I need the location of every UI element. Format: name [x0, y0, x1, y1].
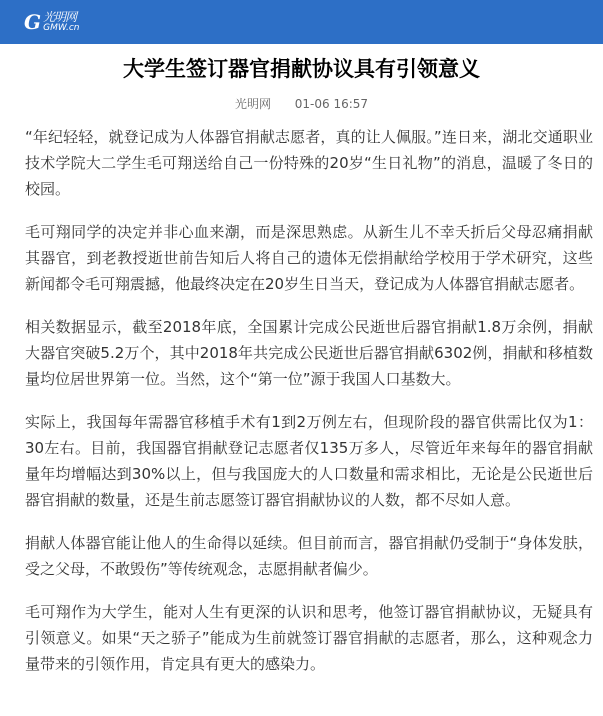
article-time: 01-06 16:57 [294, 97, 369, 111]
article-paragraph: 毛可翔同学的决定并非心血来潮，而是深思熟虑。从新生儿不幸夭折后父母忍痛捐献其器官，到老教授逝世前告知后人将自己的遗体无偿捐献给学校用于学术研究，这些新闻都令毛可翔震撼，他最终决定在20岁生日当天，登记成为人体器官捐献志愿者。 [25, 223, 593, 293]
logo-g-mark: G [24, 10, 42, 34]
article-paragraph: 相关数据显示，截至2018年底，全国累计完成公民逝世后器官捐献1.8万余例，捐献大器官突破5.2万个，其中2018年共完成公民逝世后器官捐献6302例，捐献和移植数量均位居世界第一位。当然，这个“第一位”源于我国人口基数大。 [25, 318, 593, 388]
article-title: 大学生签订器官捐献协议具有引领意义 [123, 57, 480, 81]
logo-english-name: GMW.cn [43, 23, 80, 33]
article-paragraph: 捐献人体器官能让他人的生命得以延续。但目前而言，器官捐献仍受制于“身体发肤，受之父母，不敢毁伤”等传统观念，志愿捐献者偏少。 [25, 534, 593, 578]
article-source[interactable]: 光明网 [234, 97, 271, 111]
logo-chinese-name: 光明网 [43, 10, 77, 24]
article-paragraph: 实际上，我国每年需器官移植手术有1到2万例左右，但现阶段的器官供需比仅为1：30左右。目前，我国器官捐献登记志愿者仅135万多人，尽管近年来每年的器官捐献量年均增幅达到30%以上，但与我国庞大的人口数量和需求相比，无论是公民逝世后器官捐献的数量，还是生前志愿签订器官捐献协议的人数，都不尽如人意。 [25, 413, 593, 509]
article-meta [0, 96, 603, 112]
article-paragraph: “年纪轻轻，就登记成为人体器官捐献志愿者，真的让人佩服。”连日来，湖北交通职业技术学院大二学生毛可翔送给自己一份特殊的20岁“生日礼物”的消息，温暖了冬日的校园。 [25, 128, 593, 198]
gmw-logo[interactable] [24, 9, 80, 35]
article-paragraph: 毛可翔作为大学生，能对人生有更深的认识和思考，他签订器官捐献协议，无疑具有引领意义。如果“天之骄子”能成为生前就签订器官捐献的志愿者，那么，这种观念力量带来的引领作用，肯定具有更大的感染力。 [25, 603, 593, 673]
top-bar [0, 0, 603, 44]
logo-text [43, 11, 79, 33]
article-body [25, 124, 593, 694]
